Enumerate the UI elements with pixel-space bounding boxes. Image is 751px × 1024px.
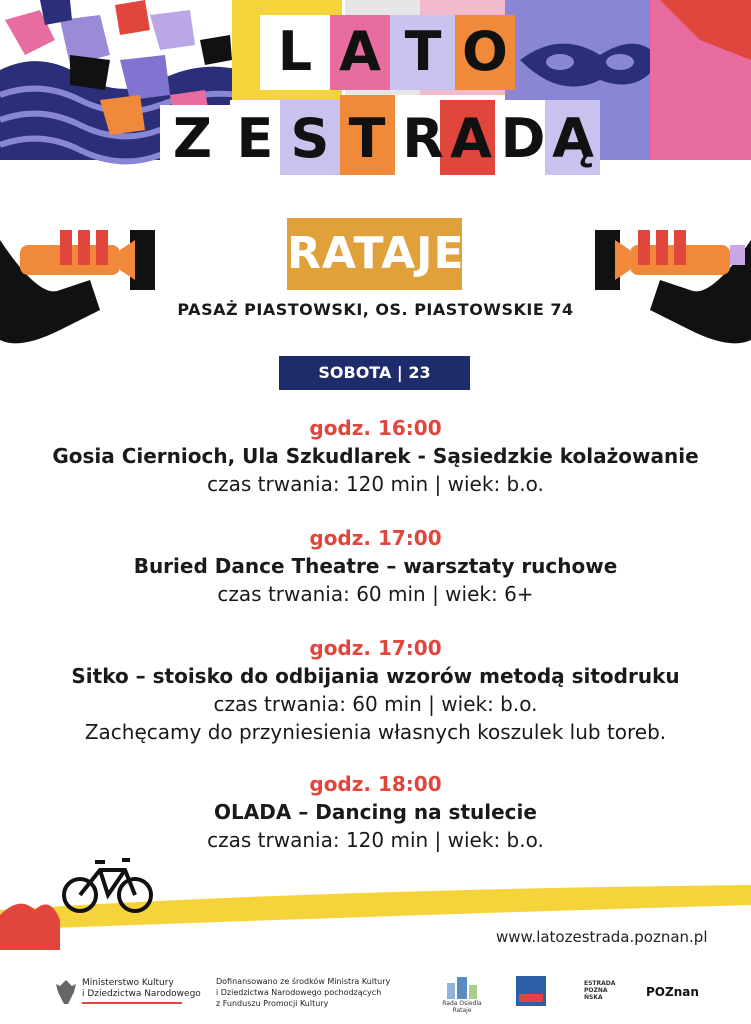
eagle-emblem-icon [54,978,78,1006]
title-letter: E [236,107,274,170]
event-time: godz. 17:00 [309,636,442,660]
website-link[interactable]: www.latozestrada.poznan.pl [496,928,708,946]
event-meta: czas trwania: 120 min | wiek: b.o. [207,828,544,852]
event-meta: czas trwania: 60 min | wiek: b.o. [213,692,538,716]
event-item [0,414,751,498]
event-item [0,634,751,746]
buildings-logo-icon [443,975,483,999]
date-badge: SOBOTA | 23 SIERPNIA [279,356,470,390]
event-time: godz. 17:00 [309,526,442,550]
title-letter: Ą [552,107,594,170]
event-note: Zachęcamy do przyniesienia własnych koszulek lub toreb. [84,720,667,744]
event-title: Buried Dance Theatre – warsztaty ruchowe [133,554,618,578]
title-letter: D [500,107,546,170]
header-artwork [0,0,751,190]
title-letter: A [450,107,492,170]
footer-sponsors [0,970,751,1024]
estrada-poznanska-logo: ESTRADA POZNA ŃSKA [584,980,616,1001]
funding-note: Dofinansowano ze środków Ministra Kultury i Dziedzictwa Narodowego pochodzących z Funduszu Promocji Kultury [216,977,391,1008]
event-item [0,770,751,854]
title-letter: L [277,20,313,83]
event-title: OLADA – Dancing na stulecie [214,800,537,824]
event-meta: czas trwania: 120 min | wiek: b.o. [207,472,544,496]
title-letter: T [348,107,386,170]
event-title: Sitko – stoisko do odbijania wzorów metodą sitodruku [71,664,680,688]
event-title: Gosia Ciernioch, Ula Szkudlarek - Sąsiedzkie kolażowanie [52,444,699,468]
location-address: PASAŻ PIASTOWSKI, OS. PIASTOWSKIE 74 [177,300,574,319]
rada-osiedla-logo: Rada Osiedla Rataje [442,1000,482,1014]
event-item [0,524,751,608]
poznan-logo: POZnan [646,985,699,999]
location-name-badge: RATAJE [287,218,462,290]
partner-logo-icon [516,976,546,1006]
title-letter: T [404,20,442,83]
event-time: godz. 18:00 [309,772,442,796]
title-letter: S [290,107,330,170]
title-letter: R [402,107,444,170]
ministry-logo-text: Ministerstwo Kultury i Dziedzictwa Narodowego [82,978,201,1004]
title-letter: A [339,20,381,83]
event-meta: czas trwania: 60 min | wiek: 6+ [217,582,534,606]
event-time: godz. 16:00 [309,416,442,440]
title-letter: O [462,20,508,83]
title-letter: Z [172,107,213,170]
